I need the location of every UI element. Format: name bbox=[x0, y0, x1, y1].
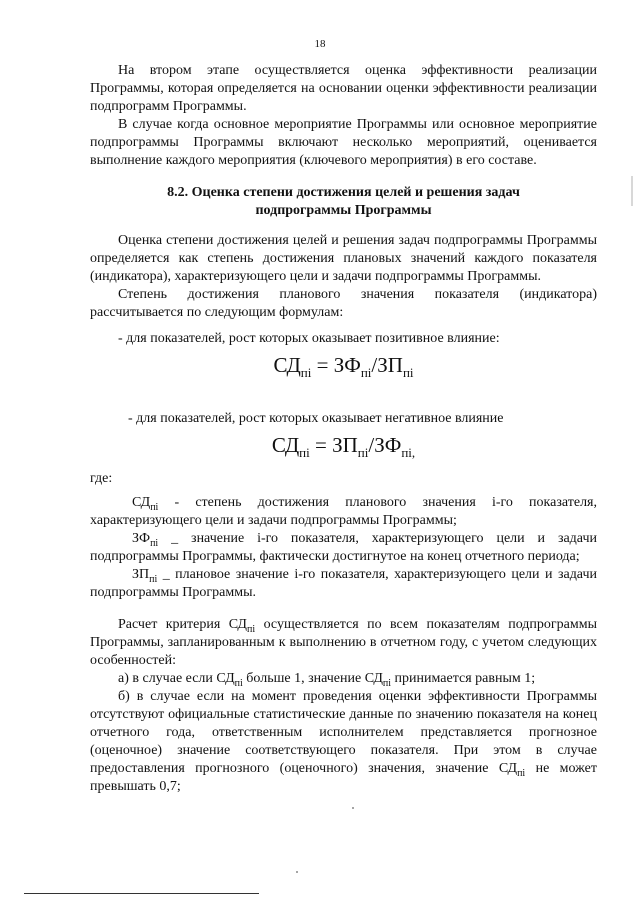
scan-speck bbox=[296, 871, 298, 873]
formula-negative-numerator: ЗП bbox=[332, 433, 358, 457]
paragraph-assessment-definition: Оценка степени достижения целей и решения задач подпрограммы Программы определяется как степень достижения плановых значений каждого показателя (индикатора), характеризующего цели и задачи подпрограммы Программы. bbox=[90, 233, 597, 284]
definition-zf-term: ЗФ bbox=[132, 531, 151, 546]
definition-zf bbox=[90, 530, 597, 566]
definition-zf-sub: пі bbox=[150, 537, 159, 549]
formula-positive-denominator: ЗП bbox=[377, 353, 403, 377]
formula-negative-lhs: СД bbox=[271, 433, 300, 457]
paragraph-formulas-intro: Степень достижения планового значения показателя (индикатора) рассчитывается по следующим формулам: bbox=[90, 287, 597, 320]
formula-negative-denominator: ЗФ bbox=[374, 433, 402, 457]
formula-positive-denominator-sub: пі bbox=[402, 365, 414, 381]
item-a-sub2: пі bbox=[382, 677, 392, 689]
scan-speck bbox=[352, 807, 354, 809]
definition-zp-text: _ плановое значение і-го показателя, характеризующего цели и задачи подпрограммы Программы. bbox=[90, 567, 597, 600]
positive-influence-intro: - для показателей, рост которых оказывает позитивное влияние: bbox=[118, 331, 500, 346]
definition-sd-text: - степень достижения планового значения і-го показателя, характеризующего цели и задачи подпрограммы Программы; bbox=[90, 495, 597, 528]
formula-negative-numerator-sub: пі bbox=[357, 445, 369, 461]
criterion-term: СД bbox=[228, 617, 247, 632]
definition-sd-term: СД bbox=[132, 495, 151, 510]
formula-negative-slash: / bbox=[368, 433, 375, 457]
document-body bbox=[90, 62, 597, 796]
formula-positive-lhs: СД bbox=[273, 353, 301, 377]
item-a bbox=[90, 670, 597, 688]
definition-zf-text: _ значение і-го показателя, характеризующего цели и задачи подпрограммы Программы, фактически достигнутое на конец отчетного периода; bbox=[90, 531, 597, 564]
formula-negative-denominator-sub: пі, bbox=[401, 445, 416, 461]
paragraph-second-stage: На втором этапе осуществляется оценка эффективности реализации Программы, которая определяется на основании оценки эффективности реализации подпрограмм Программы. bbox=[90, 63, 597, 114]
page-number: 18 bbox=[314, 38, 326, 50]
formula-positive bbox=[90, 352, 597, 381]
criterion-text-end: осуществляется по всем показателям подпрограммы Программы, запланированным к выполнению в отчетном году, с учетом следующих особенностей: bbox=[90, 617, 597, 668]
formula-positive-lhs-sub: пі bbox=[300, 365, 312, 381]
paragraph-multiple-events: В случае когда основное мероприятие Программы или основное мероприятие подпрограммы Программы включают несколько мероприятий, оценивается выполнение каждого мероприятия (ключевого мероприятия) в его составе. bbox=[90, 117, 597, 168]
formula-positive-eq: = bbox=[311, 353, 334, 377]
paragraph-criterion-calculation bbox=[90, 616, 597, 670]
section-heading bbox=[90, 184, 597, 220]
item-b-end: не может превышать 0,7; bbox=[90, 761, 597, 794]
where-label: где: bbox=[90, 471, 113, 486]
item-a-start: а) в случае если bbox=[118, 671, 217, 686]
criterion-text-start: Расчет критерия bbox=[118, 617, 229, 632]
formula-positive-slash: / bbox=[371, 353, 378, 377]
definition-zp bbox=[90, 566, 597, 602]
formula-negative-lhs-sub: пі bbox=[299, 445, 310, 461]
definition-sd-sub: пі bbox=[150, 501, 159, 513]
formula-negative bbox=[90, 432, 597, 461]
item-b-sub: пі bbox=[517, 767, 526, 779]
item-b-start: б) в случае если на момент проведения оценки эффективности Программы отсутствуют официальные статистические данные по значению показателя на конец отчетного года, ответственным исполнителем представляется прогнозное (оценочное) значение соответствующего показателя. При этом в случае предоставления прогнозного (оценочного) значения, значение bbox=[90, 689, 597, 776]
criterion-term-sub: пі bbox=[246, 623, 256, 635]
scan-margin-mark bbox=[631, 176, 633, 206]
definition-zp-sub: пі bbox=[149, 573, 158, 585]
item-a-mid: больше 1, значение bbox=[242, 671, 365, 686]
item-a-end: принимается равным 1; bbox=[391, 671, 536, 686]
footnote-rule bbox=[24, 893, 259, 894]
formula-negative-eq: = bbox=[309, 433, 333, 457]
negative-influence-intro: - для показателей, рост которых оказывает негативное влияние bbox=[128, 411, 504, 426]
definition-sd bbox=[90, 494, 597, 530]
item-a-term2: СД bbox=[364, 671, 383, 686]
section-heading-line2: подпрограммы Программы bbox=[255, 203, 432, 218]
formula-positive-numerator: ЗФ bbox=[333, 353, 361, 377]
definition-zp-term: ЗП bbox=[132, 567, 150, 582]
section-heading-line1: 8.2. Оценка степени достижения целей и решения задач bbox=[167, 185, 520, 200]
item-b bbox=[90, 688, 597, 796]
item-a-term1: СД bbox=[216, 671, 235, 686]
item-a-sub1: пі bbox=[234, 677, 243, 689]
item-b-term: СД bbox=[498, 761, 518, 776]
formula-positive-numerator-sub: пі bbox=[360, 365, 372, 381]
